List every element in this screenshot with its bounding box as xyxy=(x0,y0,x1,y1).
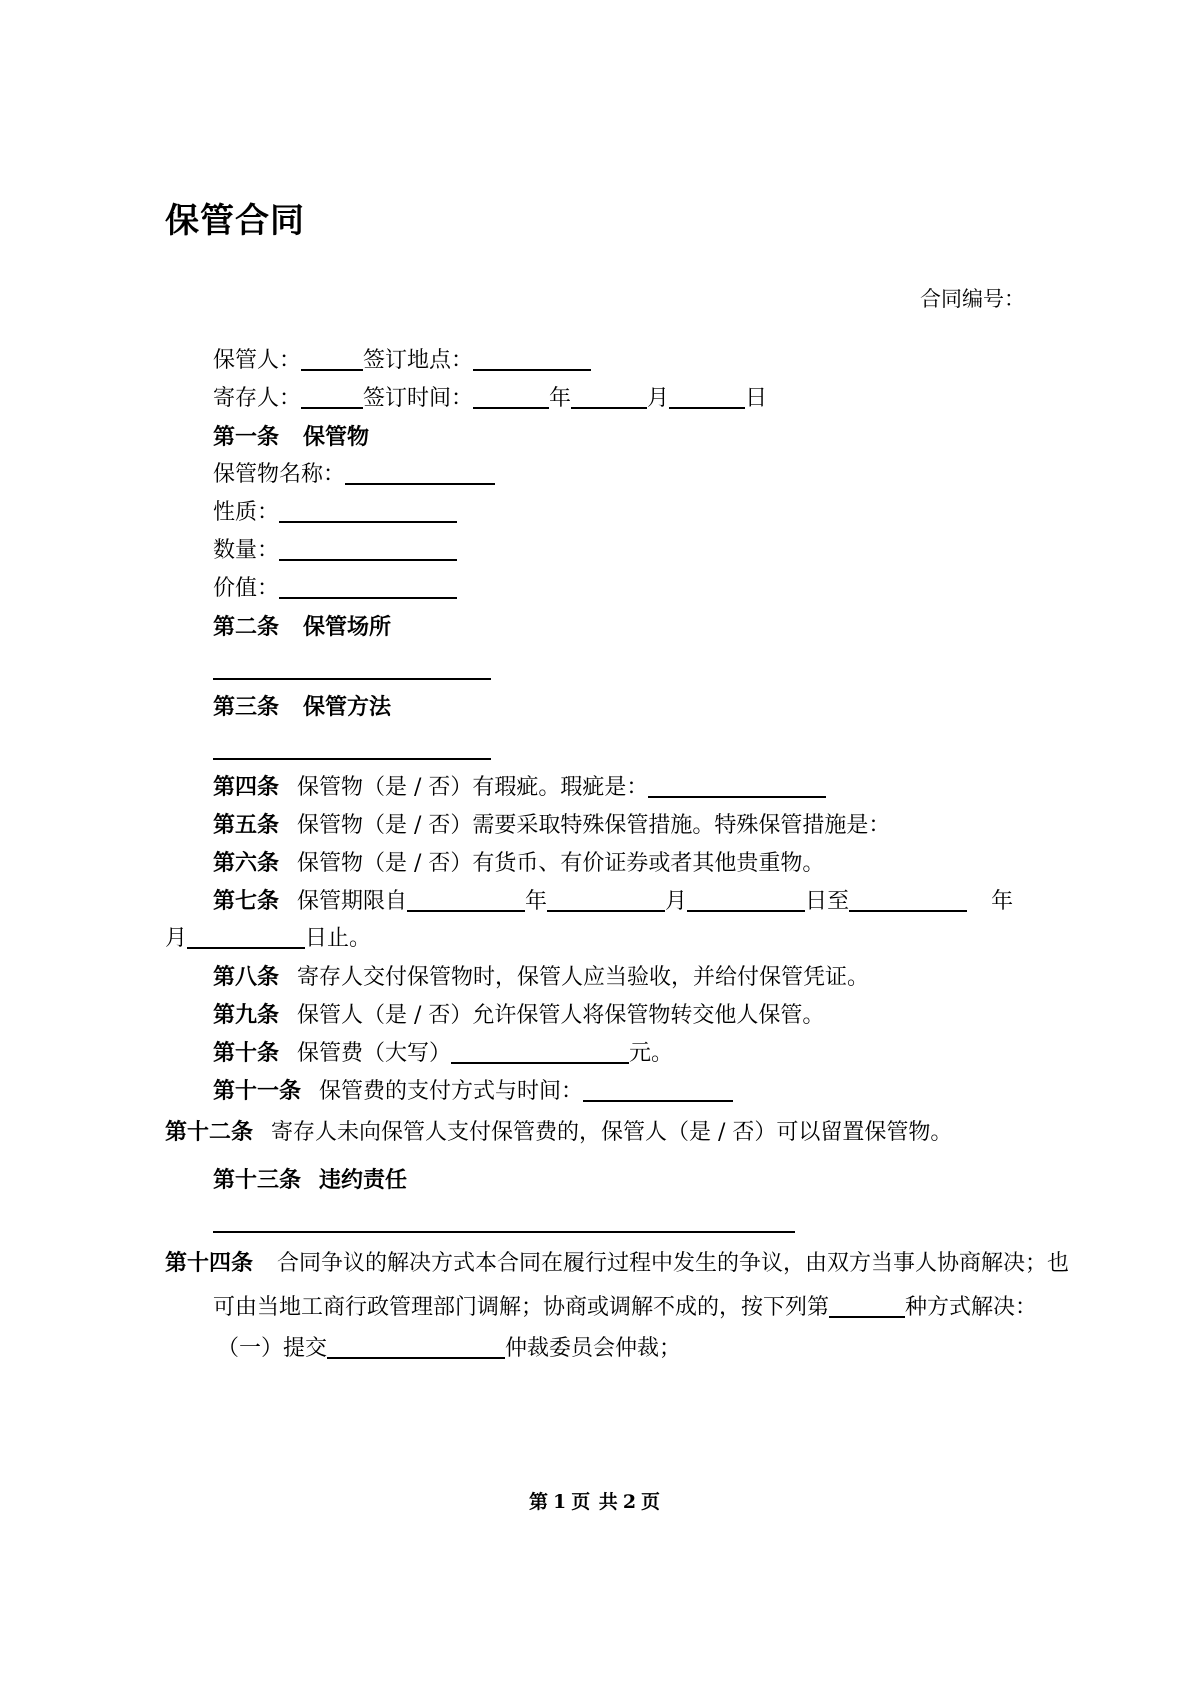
article-13-fill-row[interactable] xyxy=(165,1199,1025,1241)
article-4-no: 第四条 xyxy=(213,774,280,800)
sign-place-label: 签订地点： xyxy=(363,348,474,373)
item-1-text-b: 仲裁委员会仲裁； xyxy=(505,1336,682,1361)
article-7-year2: 年 xyxy=(991,889,1014,914)
article-7-start-day-blank[interactable] xyxy=(687,890,805,912)
field-quantity xyxy=(165,532,1025,570)
article-7-no: 第七条 xyxy=(213,888,280,914)
sign-month-blank[interactable] xyxy=(571,387,647,409)
article-2-title: 保管场所 xyxy=(303,614,392,640)
article-2-blank-rule[interactable] xyxy=(213,678,491,680)
article-14-text-a: 合同争议的解决方式本合同在履行过程中发生的争议，由双方当事人协商解决；也可由当地工商行政管理部门调解；协商或调解不成的，按下列第 xyxy=(213,1251,1070,1320)
article-5-text: 保管物（是 / 否）需要采取特殊保管措施。特殊保管措施是： xyxy=(297,813,891,838)
article-14-item-1 xyxy=(165,1330,1025,1368)
article-7-start-year-blank[interactable] xyxy=(407,890,525,912)
article-3-title: 保管方法 xyxy=(303,694,392,720)
article-14-no: 第十四条 xyxy=(165,1250,254,1276)
quantity-blank[interactable] xyxy=(279,539,457,561)
goods-name-label: 保管物名称： xyxy=(213,462,346,487)
sign-month-unit: 月 xyxy=(647,386,670,411)
article-1-title: 保管物 xyxy=(303,424,370,450)
depositor-blank[interactable] xyxy=(301,387,363,409)
article-10-line xyxy=(165,1034,1025,1072)
article-1-no: 第一条 xyxy=(213,424,280,450)
article-2-heading xyxy=(165,608,1025,646)
article-8-no: 第八条 xyxy=(213,964,280,990)
article-14-line xyxy=(165,1241,1073,1330)
article-2-fill-row[interactable] xyxy=(165,646,1025,688)
footer-page-number: 1 xyxy=(552,1491,568,1513)
article-9-line xyxy=(165,996,1025,1034)
custodian-label: 保管人： xyxy=(213,348,302,373)
article-10-text-a: 保管费（大写） xyxy=(297,1041,452,1066)
article-2-no: 第二条 xyxy=(213,614,280,640)
value-label: 价值： xyxy=(213,576,280,601)
article-3-heading xyxy=(165,688,1025,726)
article-14-text-b: 种方式解决： xyxy=(905,1295,1038,1320)
item-1-arbitration-blank[interactable] xyxy=(327,1337,505,1359)
footer-prefix: 第 xyxy=(528,1491,549,1513)
article-13-no: 第十三条 xyxy=(213,1167,302,1193)
article-8-line xyxy=(165,958,1025,996)
article-7-month: 月 xyxy=(665,889,688,914)
contract-number-label: 合同编号： xyxy=(920,287,1025,311)
field-nature xyxy=(165,494,1025,532)
article-6-no: 第六条 xyxy=(213,850,280,876)
value-blank[interactable] xyxy=(279,577,457,599)
field-value xyxy=(165,570,1025,608)
article-6-text: 保管物（是 / 否）有货币、有价证券或者其他贵重物。 xyxy=(297,851,825,876)
article-4-line xyxy=(165,768,1025,806)
article-3-fill-row[interactable] xyxy=(165,726,1025,768)
article-11-text: 保管费的支付方式与时间： xyxy=(319,1079,584,1104)
sign-time-label: 签订时间： xyxy=(363,386,474,411)
article-10-fee-blank[interactable] xyxy=(451,1042,629,1064)
sign-day-blank[interactable] xyxy=(669,387,745,409)
nature-blank[interactable] xyxy=(279,501,457,523)
page-footer xyxy=(0,1487,1190,1514)
field-goods-name xyxy=(165,456,1025,494)
article-7-line-1 xyxy=(165,882,1025,920)
article-5-line xyxy=(165,806,1025,844)
article-7-end-year-blank[interactable] xyxy=(849,890,967,912)
article-7-end-text: 日止。 xyxy=(305,926,372,951)
sign-year-unit: 年 xyxy=(549,386,572,411)
sign-place-blank[interactable] xyxy=(473,349,591,371)
goods-name-blank[interactable] xyxy=(345,463,495,485)
item-1-marker: （一） xyxy=(217,1336,284,1361)
line-depositor xyxy=(165,380,1025,418)
article-7-day-to: 日至 xyxy=(805,889,850,914)
article-13-blank-rule[interactable] xyxy=(213,1231,795,1233)
article-1-heading xyxy=(165,418,1025,456)
footer-mid: 页 共 xyxy=(571,1491,619,1513)
article-7-month2: 月 xyxy=(165,926,188,951)
article-6-line xyxy=(165,844,1025,882)
article-7-end-day-blank[interactable] xyxy=(187,927,305,949)
article-7-start-month-blank[interactable] xyxy=(547,890,665,912)
article-4-blank[interactable] xyxy=(648,776,826,798)
article-12-text: 寄存人未向保管人支付保管费的，保管人（是 / 否）可以留置保管物。 xyxy=(271,1120,953,1145)
document-body xyxy=(165,342,1070,1368)
article-3-no: 第三条 xyxy=(213,694,280,720)
sign-year-blank[interactable] xyxy=(473,387,549,409)
article-11-blank[interactable] xyxy=(583,1080,733,1102)
article-13-heading xyxy=(165,1161,1025,1199)
item-1-text-a: 提交 xyxy=(283,1336,328,1361)
article-7-line-2 xyxy=(165,920,1025,958)
article-11-no: 第十一条 xyxy=(213,1078,302,1104)
nature-label: 性质： xyxy=(213,500,280,525)
article-7-year: 年 xyxy=(525,889,548,914)
article-3-blank-rule[interactable] xyxy=(213,758,491,760)
article-12-line xyxy=(165,1110,1073,1155)
article-10-no: 第十条 xyxy=(213,1040,280,1066)
article-12-no: 第十二条 xyxy=(165,1119,254,1145)
footer-total-pages: 2 xyxy=(622,1491,638,1513)
page-title: 保管合同 xyxy=(165,200,305,241)
custodian-blank[interactable] xyxy=(301,349,363,371)
article-14-method-blank[interactable] xyxy=(829,1296,905,1318)
line-custodian xyxy=(165,342,1025,380)
article-11-line xyxy=(165,1072,1025,1110)
quantity-label: 数量： xyxy=(213,538,280,563)
article-4-text: 保管物（是 / 否）有瑕疵。瑕疵是： xyxy=(297,775,649,800)
article-7-text: 保管期限自 xyxy=(297,889,408,914)
depositor-label: 寄存人： xyxy=(213,386,302,411)
article-9-text: 保管人（是 / 否）允许保管人将保管物转交他人保管。 xyxy=(297,1003,825,1028)
article-5-no: 第五条 xyxy=(213,812,280,838)
article-10-text-b: 元。 xyxy=(629,1041,674,1066)
article-8-text: 寄存人交付保管物时，保管人应当验收，并给付保管凭证。 xyxy=(297,965,870,990)
article-13-title: 违约责任 xyxy=(319,1167,408,1193)
article-9-no: 第九条 xyxy=(213,1002,280,1028)
sign-day-unit: 日 xyxy=(745,386,768,411)
footer-suffix: 页 xyxy=(641,1491,662,1513)
